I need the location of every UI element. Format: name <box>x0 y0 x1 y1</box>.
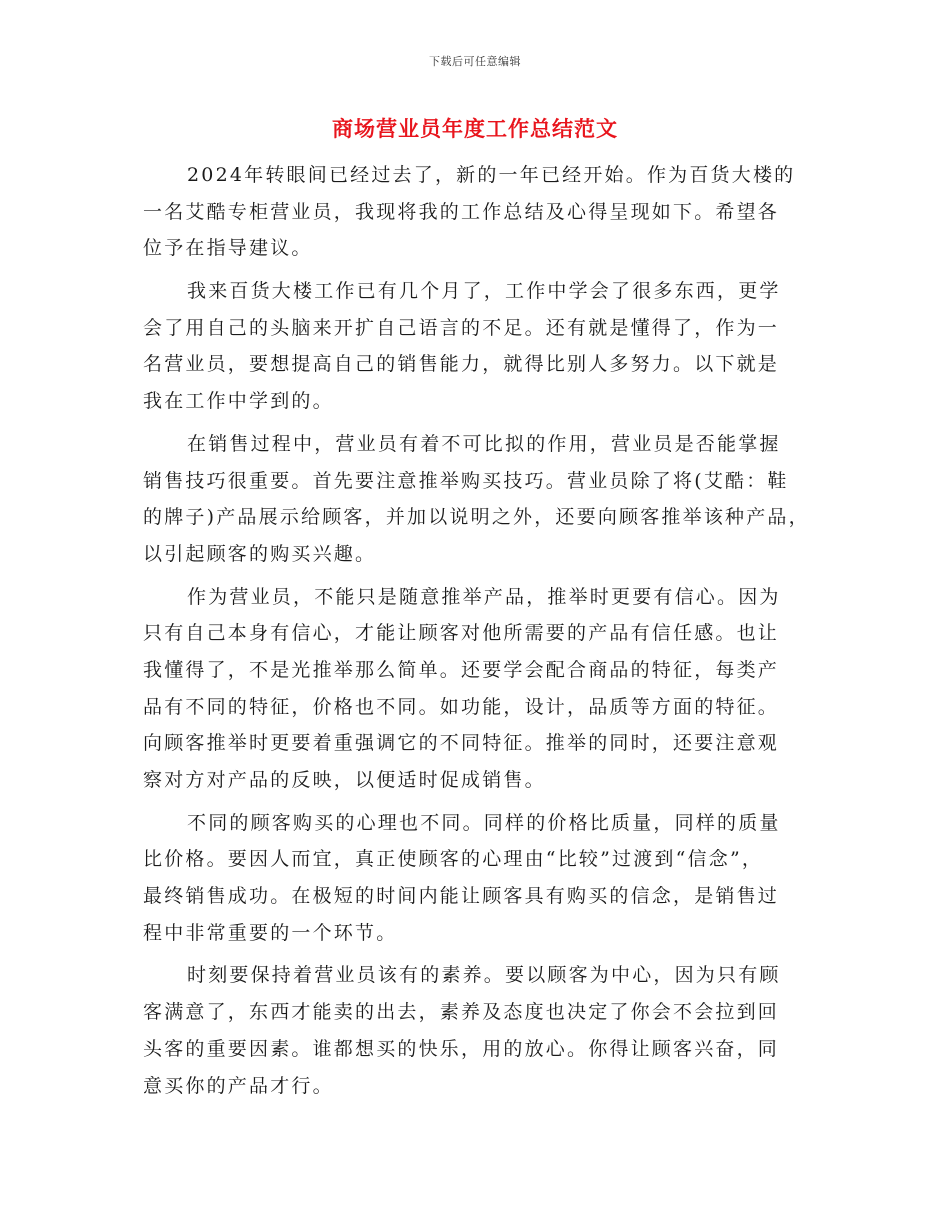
text-line: 会了用自己的头脑来开扩自己语言的不足。还有就是懂得了，作为一 <box>143 316 780 339</box>
text-line: 向顾客推举时更要着重强调它的不同特征。推举的同时，还要注意观 <box>143 732 780 755</box>
paragraph <box>143 426 813 573</box>
paragraph <box>143 957 813 1104</box>
text-line: 程中非常重要的一个环节。 <box>143 921 398 944</box>
text-line: 一名艾酷专柜营业员，我现将我的工作总结及心得呈现如下。希望各 <box>143 200 780 223</box>
text-line: 只有自己本身有信心，才能让顾客对他所需要的产品有信任感。也让 <box>143 622 780 645</box>
page-header-note: 下载后可任意编辑 <box>429 55 521 68</box>
text-line: 品有不同的特征，价格也不同。如功能，设计，品质等方面的特征。 <box>143 695 780 718</box>
document-body <box>143 157 813 1110</box>
text-line: 在销售过程中，营业员有着不可比拟的作用，营业员是否能掌握 <box>187 432 781 455</box>
document-title: 商场营业员年度工作总结范文 <box>332 116 618 141</box>
paragraph <box>143 579 813 799</box>
text-line: 我来百货大楼工作已有几个月了，工作中学会了很多东西，更学 <box>187 280 781 303</box>
paragraph <box>143 157 813 267</box>
text-line: 不同的顾客购买的心理也不同。同样的价格比质量，同样的质量 <box>187 811 781 834</box>
text-line: 我在工作中学到的。 <box>143 390 334 413</box>
text-line: 的牌子)产品展示给顾客，并加以说明之外，还要向顾客推举该种产品， <box>143 506 810 529</box>
text-line: 销售技巧很重要。首先要注意推举购买技巧。营业员除了将(艾酷：鞋 <box>143 469 789 492</box>
text-line: 我懂得了，不是光推举那么简单。还要学会配合商品的特征，每类产 <box>143 658 780 681</box>
text-line: 作为营业员，不能只是随意推举产品，推举时更要有信心。因为 <box>187 585 781 608</box>
text-line: 察对方对产品的反映，以便适时促成销售。 <box>143 769 546 791</box>
paragraph <box>143 805 813 952</box>
text-line: 最终销售成功。在极短的时间内能让顾客具有购买的信念，是销售过 <box>143 885 780 908</box>
text-line: 比价格。要因人而宜，真正使顾客的心理由“比较”过渡到“信念”， <box>143 848 764 871</box>
text-line: 时刻要保持着营业员该有的素养。要以顾客为中心，因为只有顾 <box>187 964 781 987</box>
text-line: 名营业员，要想提高自己的销售能力，就得比别人多努力。以下就是 <box>143 353 780 376</box>
text-line: 位予在指导建议。 <box>143 237 313 260</box>
text-line: 2024年转眼间已经过去了，新的一年已经开始。作为百货大楼的 <box>187 164 796 186</box>
text-line: 头客的重要因素。谁都想买的快乐，用的放心。你得让顾客兴奋，同 <box>143 1037 780 1060</box>
paragraph <box>143 273 813 420</box>
text-line: 客满意了，东西才能卖的出去，素养及态度也决定了你会不会拉到回 <box>143 1001 780 1024</box>
text-line: 以引起顾客的购买兴趣。 <box>143 542 377 565</box>
text-line: 意买你的产品才行。 <box>143 1074 334 1097</box>
